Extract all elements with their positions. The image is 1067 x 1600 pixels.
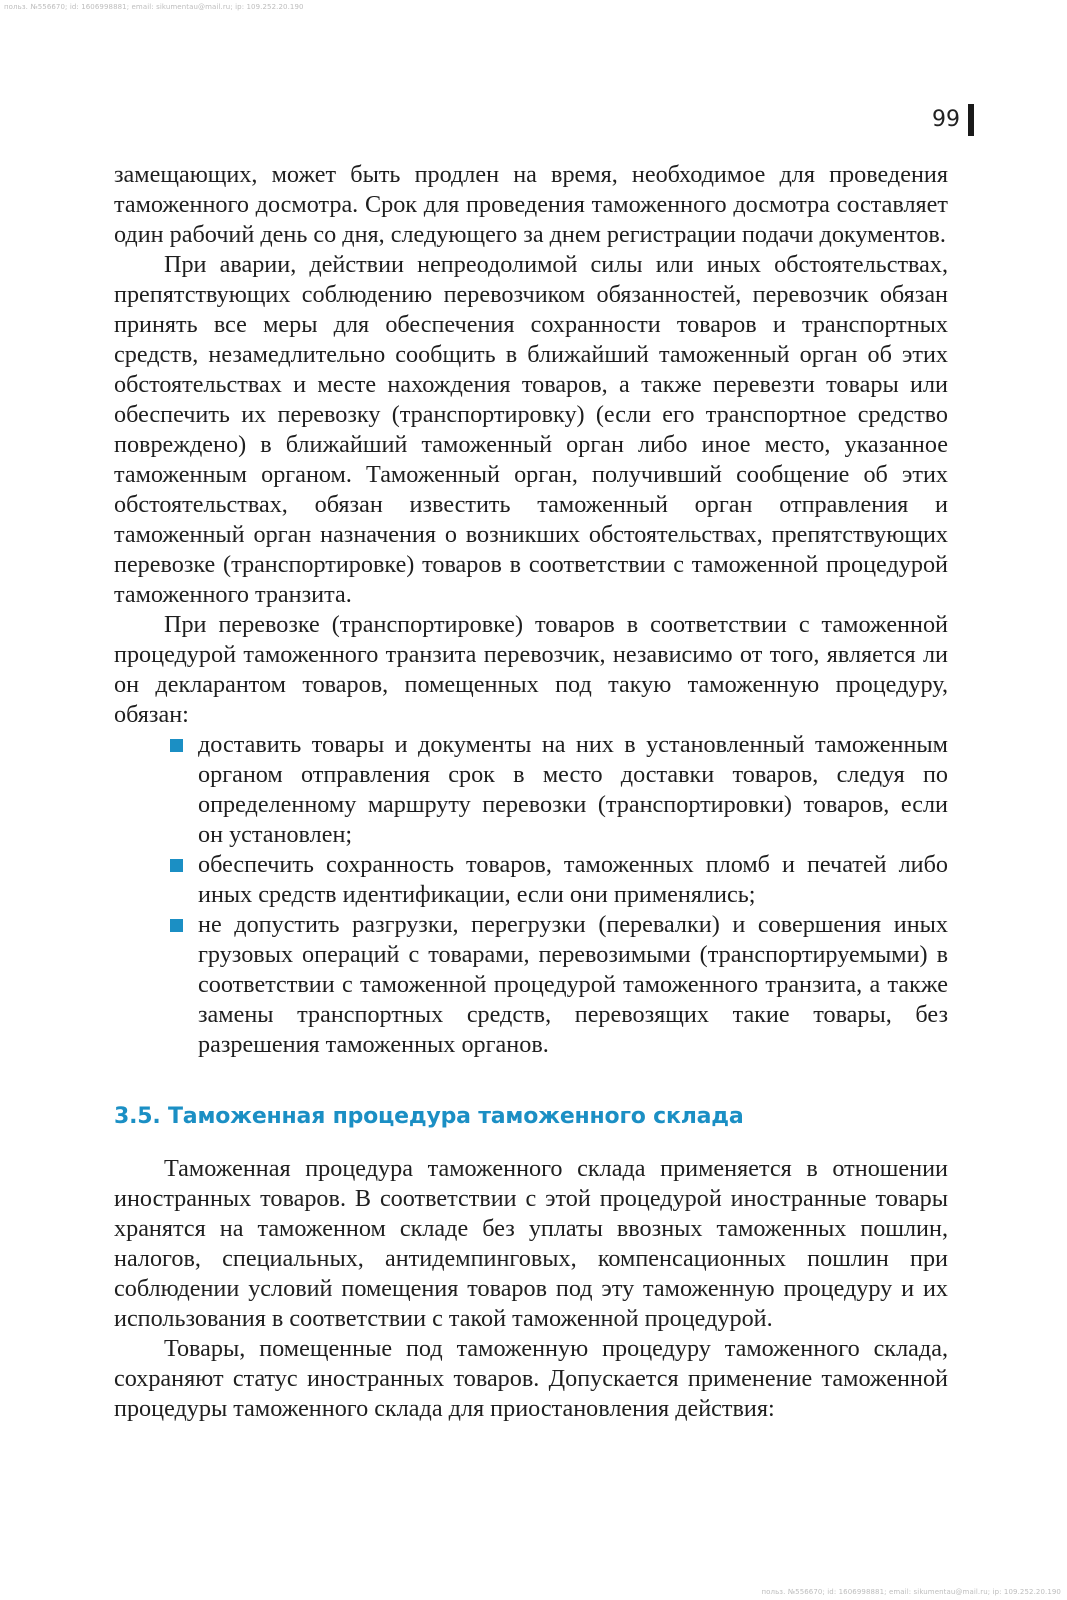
list-item [198, 910, 948, 1060]
list-item-text: доставить товары и документы на них в установленный таможенным органом отправления срок в место доставки товаров, следуя по определенному маршруту перевозки (транспортировки) товаров, если он установлен; [198, 731, 948, 848]
paragraph: Таможенная процедура таможенного склада применяется в отношении иностранных товаров. В соответствии с этой процедурой иностранные товары хранятся на таможенном складе без уплаты ввозных таможенных пошлин, налогов, специальных, антидемпинговых, компенсационных пошлин при соблюдении условий помещения товаров под эту таможенную процедуру и их использования в соответствии с такой таможенной процедурой. [114, 1155, 948, 1332]
list-item [198, 850, 948, 910]
paragraph: Товары, помещенные под таможенную процедуру таможенного склада, сохраняют статус иностранных товаров. Допускается применение таможенной процедуры таможенного склада для приостановления действия: [114, 1335, 948, 1422]
square-bullet-icon [170, 739, 183, 752]
watermark-top: польз. №556670; id: 1606998881; email: sikumentau@mail.ru; ip: 109.252.20.190 [4, 3, 304, 11]
page-number-block [932, 104, 974, 136]
page-number: 99 [932, 107, 960, 132]
list-item [198, 730, 948, 850]
page-number-bar [968, 104, 974, 136]
square-bullet-icon [170, 919, 183, 932]
paragraph: При перевозке (транспортировке) товаров в соответствии с таможенной процедурой таможенного транзита перевозчик, независимо от того, является ли он декларантом товаров, помещенных под такую таможенную процедуру, обязан: [114, 611, 948, 728]
paragraph: При аварии, действии непреодолимой силы или иных обстоятельствах, препятствующих соблюдению перевозчиком обязанностей, перевозчик обязан принять все меры для обеспечения сохранности товаров и транспортных средств, незамедлительно сообщить в ближайший таможенный орган об этих обстоятельствах и месте нахождения товаров, а также перевезти товары или обеспечить их перевозку (транспортировку) (если его транспортное средство повреждено) в ближайший таможенный орган либо иное место, указанное таможенным органом. Таможенный орган, получивший сообщение об этих обстоятельствах, обязан известить таможенный орган отправления и таможенный орган назначения о возникших обстоятельствах, препятствующих перевозке (транспортировке) товаров в соответствии с таможенной процедурой таможенного транзита. [114, 251, 948, 608]
list-item-text: обеспечить сохранность товаров, таможенных пломб и печатей либо иных средств идентификации, если они применялись; [198, 851, 948, 908]
list-item-text: не допустить разгрузки, перегрузки (перевалки) и совершения иных грузовых операций с товарами, перевозимыми (транспортируемыми) в соответствии с таможенной процедурой таможенного транзита, а также замены транспортных средств, перевозящих такие товары, без разрешения таможенных органов. [198, 911, 948, 1058]
section-heading: 3.5. Таможенная процедура таможенного склада [114, 1104, 744, 1129]
obligations-list [114, 730, 948, 1060]
paragraph-continuation: замещающих, может быть продлен на время, необходимое для проведения таможенного досмотра. Срок для проведения таможенного досмотра составляет один рабочий день со дня, следующего за днем регистрации подачи документов. [114, 161, 948, 248]
square-bullet-icon [170, 859, 183, 872]
page-body [114, 160, 948, 1424]
watermark-bottom: польз. №556670; id: 1606998881; email: sikumentau@mail.ru; ip: 109.252.20.190 [761, 1588, 1061, 1596]
